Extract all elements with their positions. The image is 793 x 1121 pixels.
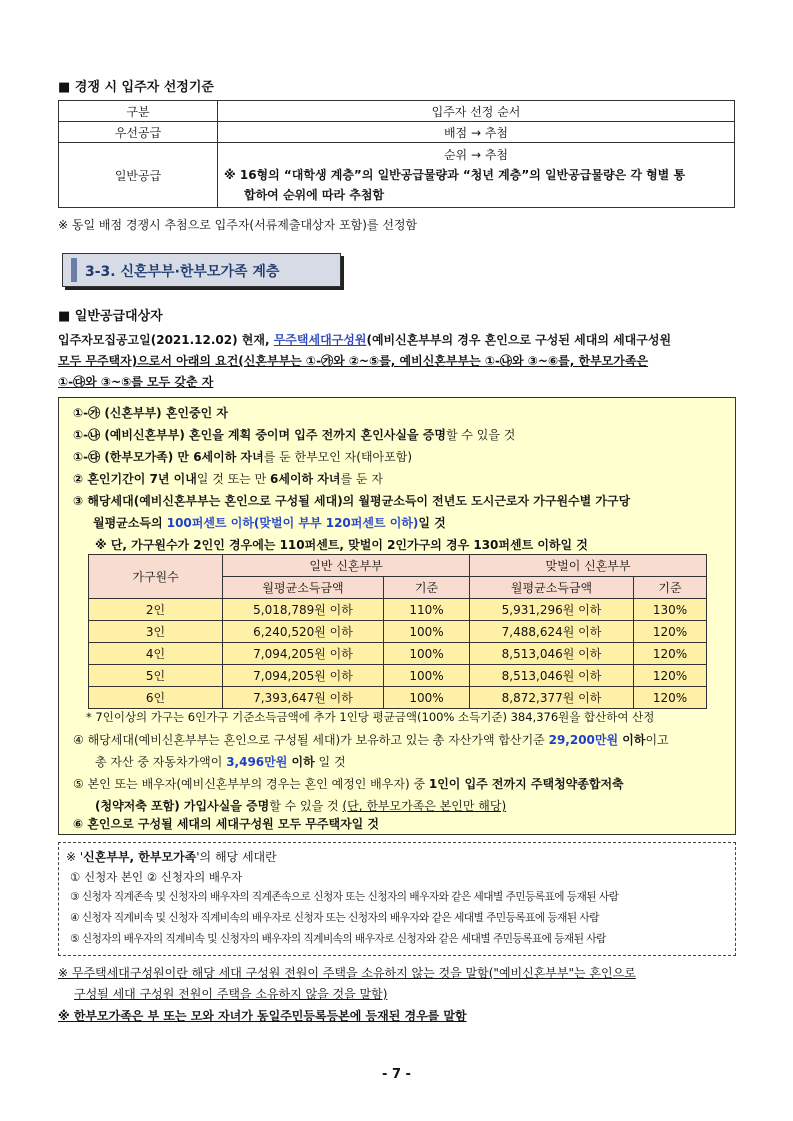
footnote-1-line1: ※ 무주택세대구성원이란 해당 세대 구성원 전원이 주택을 소유하지 않는 것을 말함("예비신혼부부"는 혼인으로 bbox=[58, 966, 636, 980]
th-household: 가구원수 bbox=[89, 555, 223, 599]
req-4-line2d: 일 것 bbox=[314, 755, 346, 769]
cell: 6,240,520원 이하 bbox=[223, 621, 384, 643]
cell: 7,488,624원 이하 bbox=[470, 621, 634, 643]
cell: 6인 bbox=[89, 687, 223, 709]
req-1a-text: ①-㉮ (신혼부부) 혼인중인 자 bbox=[73, 406, 228, 420]
req-1b-b: 입주 전까지 혼인사실을 증명 bbox=[294, 428, 446, 442]
req-1c-b: 를 둔 한부모인 자(태아포함) bbox=[263, 450, 413, 464]
req-4-a: ④ 해당세대(예비신혼부부는 혼인으로 구성될 세대)가 보유하고 있는 총 자산가액 합산기준 bbox=[73, 733, 549, 747]
req-4-c: 이하 bbox=[618, 733, 646, 747]
req-5-line2a: (청약저축 포함) 가입사실을 증명 bbox=[95, 799, 270, 813]
th-amount-1: 월평균소득금액 bbox=[223, 577, 384, 599]
dbox-title-c: '의 해당 세대 bbox=[196, 850, 266, 864]
cell: 5인 bbox=[89, 665, 223, 687]
dbox-line2: ③ 신청자 직계존속 및 신청자의 배우자의 직계존속으로 신청자 또는 신청자의 배우자와 같은 세대별 주민등록표에 등재된 사람 bbox=[70, 891, 619, 903]
cell: 7,094,205원 이하 bbox=[223, 643, 384, 665]
dbox-line1: ① 신청자 본인 ② 신청자의 배우자 bbox=[70, 870, 243, 884]
cell: 4인 bbox=[89, 643, 223, 665]
cell: 8,513,046원 이하 bbox=[470, 665, 634, 687]
table-row bbox=[89, 599, 707, 621]
dbox-title bbox=[66, 848, 277, 865]
cell: 120% bbox=[634, 621, 707, 643]
table-row bbox=[89, 665, 707, 687]
cell: 130% bbox=[634, 599, 707, 621]
cell: 100% bbox=[384, 687, 470, 709]
table-row bbox=[89, 687, 707, 709]
req-5-line1 bbox=[73, 775, 624, 792]
req-5-line2b: 할 수 있을 것 bbox=[269, 799, 343, 813]
req-1c bbox=[73, 448, 412, 465]
table-row bbox=[89, 643, 707, 665]
intro-line1 bbox=[58, 331, 671, 348]
req-1b bbox=[73, 426, 515, 443]
dbox-title-d: 란 bbox=[265, 850, 277, 864]
cell-priority-order: 배점 → 추첨 bbox=[218, 122, 735, 143]
footnote-2: ※ 한부모가족은 부 또는 모와 자녀가 동일주민등록등본에 등재된 경우를 말함 bbox=[58, 1009, 467, 1023]
selection-table bbox=[58, 100, 735, 208]
table-row bbox=[89, 621, 707, 643]
dbox-line4: ⑤ 신청자의 배우자의 직계비속 및 신청자의 배우자의 직계비속의 배우자로 신청자와 같은 세대별 주민등록표에 등재된 사람 bbox=[70, 933, 606, 945]
criteria-heading: ■ 경쟁 시 입주자 선정기준 bbox=[58, 80, 214, 95]
dbox-line3: ④ 신청자 직계비속 및 신청자 직계비속의 배우자로 신청자 또는 신청자의 배우자와 같은 세대별 주민등록표에 등재된 사람 bbox=[70, 912, 599, 924]
req-star-note: * 7인이상의 가구는 6인가구 기준소득금액에 추가 1인당 평균금액(100% 소득기준) 384,376원을 합산하여 산정 bbox=[86, 710, 655, 724]
cell: 5,931,296원 이하 bbox=[470, 599, 634, 621]
cell: 100% bbox=[384, 621, 470, 643]
req-5-b: 1인이 입주 전까지 주택청약종합저축 bbox=[428, 777, 624, 791]
req-4-line2 bbox=[95, 753, 346, 770]
footnote-1-line2: 구성될 세대 구성원 전원이 주택을 소유하지 않을 것을 말함) bbox=[74, 987, 388, 1001]
general-note-line1: ※ 16형의 “대학생 계층”의 일반공급물량과 “청년 계층”의 일반공급물량은 각 형별 통 bbox=[224, 168, 686, 182]
req-5-a: ⑤ 본인 또는 배우자(예비신혼부부의 경우는 혼인 예정인 배우자) 중 bbox=[73, 777, 429, 791]
cell: 120% bbox=[634, 665, 707, 687]
req-4-b: 29,200만원 bbox=[548, 733, 619, 747]
th-amount-2: 월평균소득금액 bbox=[470, 577, 634, 599]
th-order: 입주자 선정 순서 bbox=[218, 101, 735, 122]
req-4-line2a: 총 자산 중 자동차가액이 bbox=[95, 755, 227, 769]
req-5-line2c: (단, 한부모가족은 본인만 해당) bbox=[342, 799, 507, 813]
req-5-line2 bbox=[95, 797, 506, 814]
section-title: 3-3. 신혼부부·한부모가족 계층 bbox=[85, 264, 280, 280]
cell-general-order bbox=[218, 143, 735, 208]
intro-line3: ①-㉰와 ③~⑤를 모두 갖춘 자 bbox=[58, 375, 214, 389]
page-number: - 7 - bbox=[382, 1067, 411, 1082]
cell: 8,513,046원 이하 bbox=[470, 643, 634, 665]
cell-priority: 우선공급 bbox=[59, 122, 218, 143]
th-category: 구분 bbox=[59, 101, 218, 122]
req-3-line2b: 100퍼센트 이하(맞벌이 부부 120퍼센트 이하) bbox=[166, 516, 419, 530]
intro-line2: 모두 무주택자)으로서 아래의 요건(신혼부부는 ①-㉮와 ②~⑤를, 예비신혼부부는 ①-㉯와 ③~⑥를, 한부모가족은 bbox=[58, 354, 649, 368]
general-order-text: 순위 → 추첨 bbox=[443, 148, 509, 162]
th-dual-couple: 맞벌이 신혼부부 bbox=[470, 555, 707, 577]
req-2-a: ② 혼인기간이 7년 이내 bbox=[73, 472, 197, 486]
section-title-box bbox=[62, 253, 341, 287]
cell-general: 일반공급 bbox=[59, 143, 218, 208]
req-2-d: 를 둔 자 bbox=[340, 472, 383, 486]
cell: 3인 bbox=[89, 621, 223, 643]
cell: 2인 bbox=[89, 599, 223, 621]
req-2-b: 일 것 또는 만 bbox=[196, 472, 270, 486]
req-1a bbox=[73, 404, 228, 421]
general-note-line2: 합하여 순위에 따라 추첨함 bbox=[244, 188, 385, 202]
tie-note: ※ 동일 배점 경쟁시 추첨으로 입주자(서류제출대상자 포함)를 선정함 bbox=[58, 218, 418, 232]
cell: 8,872,377원 이하 bbox=[470, 687, 634, 709]
th-general-couple: 일반 신혼부부 bbox=[223, 555, 470, 577]
cell: 7,094,205원 이하 bbox=[223, 665, 384, 687]
dbox-title-b: 신혼부부, 한부모가족 bbox=[83, 850, 197, 864]
req-2 bbox=[73, 470, 383, 487]
cell: 100% bbox=[384, 665, 470, 687]
req-1b-a: ①-㉯ (예비신혼부부) 혼인을 계획 중이며 bbox=[73, 428, 295, 442]
intro-date: 입주자모집공고일(2021.12.02) 현재, bbox=[58, 333, 274, 347]
cell: 120% bbox=[634, 687, 707, 709]
dbox-title-a: ※ ' bbox=[66, 850, 84, 864]
req-6: ⑥ 혼인으로 구성될 세대의 세대구성원 모두 무주택자일 것 bbox=[73, 817, 380, 831]
req-1b-c: 할 수 있을 것 bbox=[445, 428, 516, 442]
th-std-2: 기준 bbox=[634, 577, 707, 599]
req-3-line1: ③ 해당세대(예비신혼부부는 혼인으로 구성될 세대)의 월평균소득이 전년도 도시근로자 가구원수별 가구당 bbox=[73, 494, 631, 508]
intro-homeless-member: 무주택세대구성원 bbox=[273, 333, 367, 347]
cell: 5,018,789원 이하 bbox=[223, 599, 384, 621]
req-4-d: 이고 bbox=[645, 733, 669, 747]
req-4-line2c: 이하 bbox=[287, 755, 315, 769]
req-4-line2b: 3,496만원 bbox=[226, 755, 288, 769]
th-std-1: 기준 bbox=[384, 577, 470, 599]
req-4-line1 bbox=[73, 731, 669, 748]
cell: 120% bbox=[634, 643, 707, 665]
req-2-c: 6세이하 자녀 bbox=[270, 472, 341, 486]
cell: 110% bbox=[384, 599, 470, 621]
cell: 7,393,647원 이하 bbox=[223, 687, 384, 709]
section-bar bbox=[71, 258, 77, 282]
intro-cond: (예비신혼부부의 경우 혼인으로 구성된 세대의 세대구성원 bbox=[366, 333, 672, 347]
general-supply-heading: ■ 일반공급대상자 bbox=[58, 309, 163, 324]
income-table bbox=[88, 554, 707, 709]
req-3-line2c: 일 것 bbox=[418, 516, 446, 530]
req-3-note: ※ 단, 가구원수가 2인인 경우에는 110퍼센트, 맞벌이 2인가구의 경우 130퍼센트 이하일 것 bbox=[95, 538, 588, 552]
cell: 100% bbox=[384, 643, 470, 665]
req-1c-a: ①-㉰ (한부모가족) 만 6세이하 자녀 bbox=[73, 450, 264, 464]
req-3-line2 bbox=[93, 514, 446, 531]
req-3-line2a: 월평균소득의 bbox=[93, 516, 167, 530]
